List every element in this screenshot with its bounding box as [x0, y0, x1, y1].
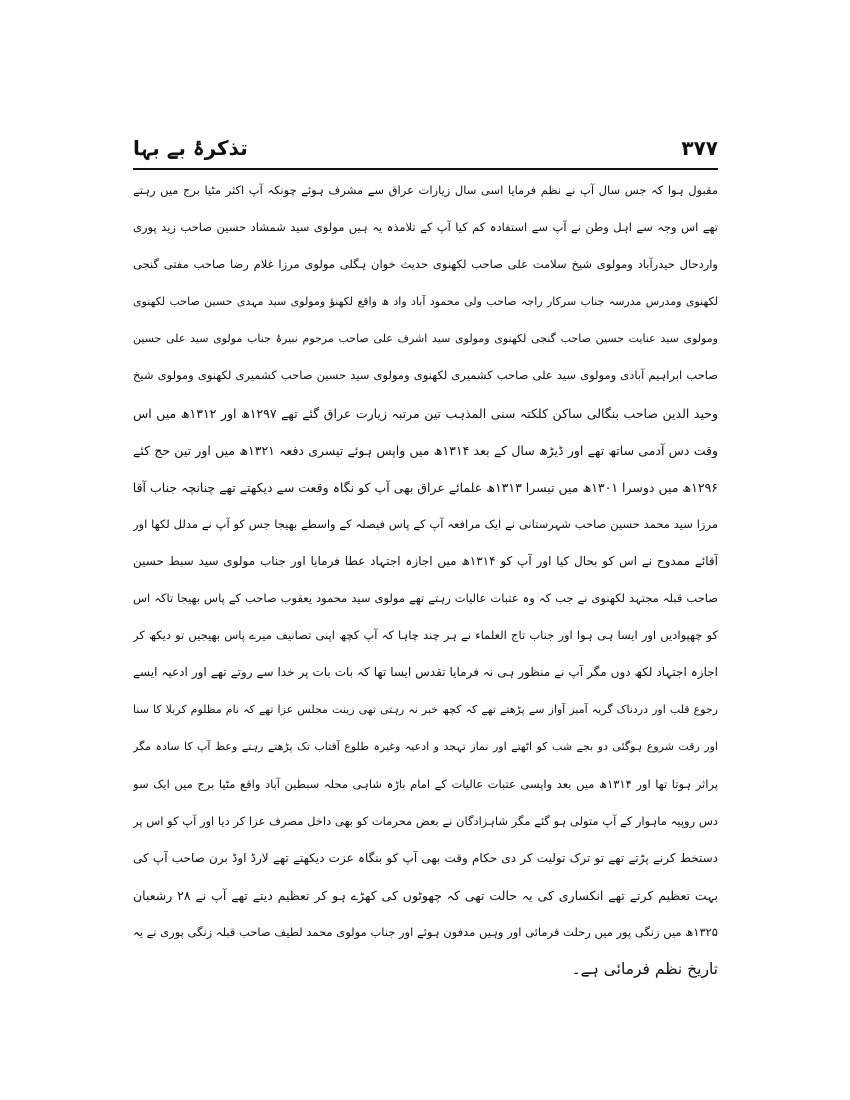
text-line: اور رقت شروع ہوگئی دو بجے شب کو اٹھتے اور نماز تہجد و ادعیہ وغیرہ طلوع آفتاب تک پڑھتے رہتے وعظ آپ کا سادہ مگر	[133, 740, 718, 754]
running-title: تذکرۂ بے بہا	[133, 136, 248, 160]
text-line: بہت تعظیم کرتے تھے انکساری کی یہ حالت تھی کہ چھوٹوں کی کھڑے ہو کر تعظیم دیتے تھے آپ نے ۲۸ رشعبان	[133, 887, 718, 903]
text-line: صاحب ابراہیم آبادی ومولوی سید علی صاحب کشمیری لکھنوی ومولوی سید حسین صاحب کشمیری لکھنوی ومولوی شیخ	[133, 368, 718, 383]
running-header	[133, 136, 718, 164]
body-paragraph	[133, 172, 718, 988]
text-line: ۱۲۹۶ھ میں دوسرا ۱۳۰۱ھ میں تیسرا ۱۳۱۳ھ علمائے عراق بھی آپ کو نگاہ وقعت سے دیکھتے تھے چنانچہ جناب آقا	[133, 479, 718, 495]
text-line: واردحال حیدرآباد ومولوی شیخ سلامت علی صاحب لکھنوی حدیث خوان ہگلی مولوی مرزا غلام رضا صاحب مفتی گنجی	[133, 257, 718, 272]
text-line: تھے اس وجہ سے اہل وطن نے آپ سے استفادہ کم کیا آپ کے تلامذہ یہ ہیں مولوی سید شمشاد حسین صاحب زید پوری	[133, 220, 718, 235]
text-line: ۱۳۲۵ھ میں زنگی پور میں رحلت فرمائی اور وہیں مدفون ہوئے اور جناب مولوی محمد لطیف صاحب قبلہ زنگی پوری نے یہ	[133, 924, 718, 939]
text-line: رجوع قلب اور دردناک گریہ آمیز آواز سے پڑھتے تھے کہ کچھ خبر نہ رہتی تھی زینت مجلس عزا تھے کہ نام مظلوم کربلا کا سنا	[133, 703, 718, 717]
text-line: اجازہ اجتہاد لکھ دوں مگر آپ نے منظور ہی نہ فرمایا تقدس ایسا تھا کہ بات بات پر خدا سے روتے تھے اور ادعیہ ایسے	[133, 665, 718, 680]
text-line: پراثر ہوتا تھا اور ۱۳۱۴ھ میں بعد واپسی عتبات عالیات کے امام باڑہ شاہی محلہ سبطین آباد واقع مٹیا برج میں ایک سو	[133, 776, 718, 791]
text-line: وقت دس آدمی ساتھ تھے اور ڈیڑھ سال کے بعد ۱۳۱۴ھ میں واپس ہوئے تیسری دفعہ ۱۳۲۱ھ میں اور تین حج کئے	[133, 442, 718, 458]
text-line: تاریخ نظم فرمائی ہے۔	[571, 959, 718, 978]
text-line: وحید الدین صاحب بنگالی ساکن کلکتہ سنی المذہب تین مرتبہ زیارت عراق گئے تھے ۱۲۹۷ھ اور ۱۳۱۲ھ میں اس	[133, 405, 718, 421]
text-line: دس روپیہ ماہوار کے آپ متولی ہو گئے مگر شاہزادگان نے بعض محرمات کو بھی داخل مصرف عزا کر دیا اور آپ کو اس پر	[133, 813, 718, 828]
text-line: لکھنوی ومدرس مدرسہ جناب سرکار راجہ صاحب ولی محمود آباد واد ھ واقع لکھنؤ ومولوی سید مہدی حسین صاحب لکھنوی	[133, 295, 718, 309]
text-line: مرزا سید محمد حسین صاحب شہرستانی نے ایک مرافعہ آپ کے پاس فیصلہ کے واسطے بھیجا جس کو آپ نے مدلل لکھا اور	[133, 516, 718, 531]
header-divider	[133, 168, 718, 170]
text-line: ومولوی سید عنایت حسین صاحب گنجی لکھنوی ومولوی سید اشرف علی صاحب مرحوم نبیرۂ جناب مولوی سید علی حسین	[133, 332, 718, 346]
text-line: صاحب قبلہ مجتہد لکھنوی نے جب کہ وہ عتبات عالیات رہتے تھے مولوی سید محمود یعقوب صاحب کے پاس بھیجا تاکہ اس	[133, 591, 718, 606]
text-line: آقائے ممدوح نے اس کو بحال کیا اور آپ کو ۱۳۱۴ھ میں اجازہ اجتہاد عطا فرمایا اور جناب مولوی سید سبط حسین	[133, 553, 718, 568]
text-line: دستخط کرنے پڑتے تھے تو ترک تولیت کر دی حکام وقت بھی آپ کو بنگاہ عزت دیکھتے تھے لارڈ اوڈ برن صاحب آپ کی	[133, 850, 718, 865]
page-number: ۳۷۷	[681, 136, 718, 160]
text-line: مقبول ہوا کہ جس سال آپ نے نظم فرمایا اسی سال زیارات عراق سے مشرف ہوئے چونکہ آپ اکثر مٹیا برج میں رہتے	[133, 183, 718, 197]
text-line: کو چھپوادیں اور ایسا ہی ہوا اور جناب تاج العلماء نے ہر چند چاہا کہ آپ کچھ اپنی تصانیف میرے پاس بھیجیں تو دیکھ کر	[133, 628, 718, 643]
